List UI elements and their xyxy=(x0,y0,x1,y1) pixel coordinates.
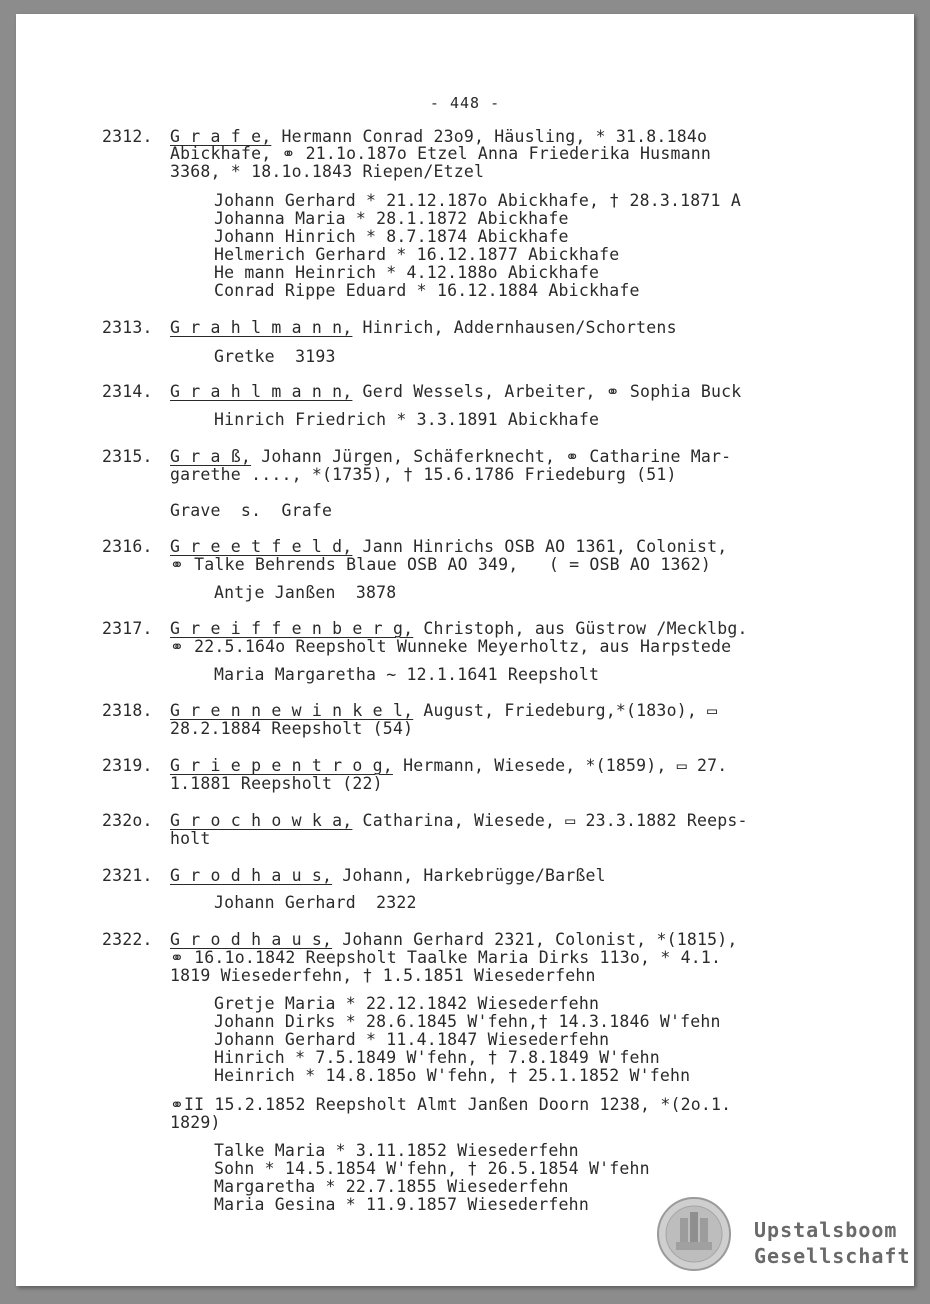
entry-heading-rest: Catharina, Wiesede, ▭ 23.3.1882 Reeps- xyxy=(352,811,748,830)
surname: G r e n n e w i n k e l, xyxy=(170,701,414,720)
child-line: Hinrich * 7.5.1849 W'fehn, † 7.8.1849 W'fehn xyxy=(214,1048,660,1067)
entry-heading xyxy=(170,620,748,638)
page-number: - 448 - xyxy=(429,94,501,112)
surname: G r a f e, xyxy=(170,127,272,146)
entry-line: ⚭II 15.2.1852 Reepsholt Almt Janßen Doorn 1238, *(2o.1. xyxy=(170,1095,732,1114)
entry-heading-rest: Christoph, aus Güstrow /Mecklbg. xyxy=(413,619,748,638)
entry-heading xyxy=(170,319,677,337)
entry-heading-rest: Johann, Harkebrügge/Barßel xyxy=(332,866,606,885)
entry-heading xyxy=(170,931,738,949)
entry-number: 2319. xyxy=(102,756,153,775)
entry-number: 2318. xyxy=(102,701,153,720)
child-line: Antje Janßen 3878 xyxy=(214,583,397,602)
seal-icon xyxy=(656,1196,732,1272)
entry-line: ⚭ 22.5.164o Reepsholt Wunneke Meyerholtz, aus Harpstede xyxy=(170,637,732,656)
entry-line: 1.1881 Reepsholt (22) xyxy=(170,774,383,793)
entry-line: holt xyxy=(170,829,211,848)
watermark-line2: Gesellschaft xyxy=(754,1244,911,1268)
entry-line: ⚭ 16.1o.1842 Reepsholt Taalke Maria Dirks 113o, * 4.1. xyxy=(170,948,722,967)
entry-heading-rest: Jann Hinrichs OSB AO 1361, Colonist, xyxy=(352,537,728,556)
surname: G r o d h a u s, xyxy=(170,930,333,949)
child-line: Johann Gerhard * 11.4.1847 Wiesederfehn xyxy=(214,1030,610,1049)
entry-line: garethe ...., *(1735), † 15.6.1786 Friedeburg (51) xyxy=(170,465,677,484)
surname: G r o d h a u s, xyxy=(170,866,333,885)
child-line: Johanna Maria * 28.1.1872 Abickhafe xyxy=(214,209,569,228)
entry-heading xyxy=(170,867,606,885)
child-line: Talke Maria * 3.11.1852 Wiesederfehn xyxy=(214,1141,579,1160)
child-line: Johann Dirks * 28.6.1845 W'fehn,† 14.3.1846 W'fehn xyxy=(214,1012,721,1031)
entry-heading xyxy=(170,812,748,830)
entry-number: 2317. xyxy=(102,619,153,638)
child-line: Hinrich Friedrich * 3.3.1891 Abickhafe xyxy=(214,410,600,429)
entry-heading xyxy=(170,757,727,775)
surname: G r i e p e n t r o g, xyxy=(170,756,393,775)
surname: G r e e t f e l d, xyxy=(170,537,353,556)
child-line: Margaretha * 22.7.1855 Wiesederfehn xyxy=(214,1177,569,1196)
entry-line: 1819 Wiesederfehn, † 1.5.1851 Wiesederfehn xyxy=(170,966,596,985)
document-page xyxy=(16,14,914,1286)
entry-number: 2315. xyxy=(102,447,153,466)
child-line: Heinrich * 14.8.185o W'fehn, † 25.1.1852 W'fehn xyxy=(214,1066,691,1085)
child-line: Gretke 3193 xyxy=(214,347,336,366)
entry-number: 2312. xyxy=(102,127,153,146)
cross-reference: Grave s. Grafe xyxy=(170,501,333,520)
entry-heading-rest: Hermann Conrad 23o9, Häusling, * 31.8.184o xyxy=(271,127,708,146)
surname: G r e i f f e n b e r g, xyxy=(170,619,414,638)
child-line: Conrad Rippe Eduard * 16.12.1884 Abickhafe xyxy=(214,281,640,300)
entry-line: Abickhafe, ⚭ 21.1o.187o Etzel Anna Friederika Husmann xyxy=(170,144,711,163)
child-line: Maria Gesina * 11.9.1857 Wiesederfehn xyxy=(214,1195,589,1214)
entry-heading-rest: Hinrich, Addernhausen/Schortens xyxy=(352,318,677,337)
surname: G r a h l m a n n, xyxy=(170,382,353,401)
entry-heading xyxy=(170,538,727,556)
entry-heading-rest: Johann Gerhard 2321, Colonist, *(1815), xyxy=(332,930,738,949)
surname: G r o c h o w k a, xyxy=(170,811,353,830)
child-line: Sohn * 14.5.1854 W'fehn, † 26.5.1854 W'fehn xyxy=(214,1159,650,1178)
entry-heading xyxy=(170,702,717,720)
entry-heading-rest: Hermann, Wiesede, *(1859), ▭ 27. xyxy=(392,756,728,775)
surname: G r a h l m a n n, xyxy=(170,318,353,337)
entry-line: ⚭ Talke Behrends Blaue OSB AO 349, ( = OSB AO 1362) xyxy=(170,555,711,574)
entry-heading-rest: Johann Jürgen, Schäferknecht, ⚭ Catharine Mar- xyxy=(251,447,732,466)
child-line: Gretje Maria * 22.12.1842 Wiesederfehn xyxy=(214,994,600,1013)
child-line: He mann Heinrich * 4.12.188o Abickhafe xyxy=(214,263,600,282)
entry-number: 2316. xyxy=(102,537,153,556)
entry-line: 3368, * 18.1o.1843 Riepen/Etzel xyxy=(170,162,485,181)
child-line: Johann Gerhard 2322 xyxy=(214,893,417,912)
entry-heading-rest: Gerd Wessels, Arbeiter, ⚭ Sophia Buck xyxy=(352,382,742,401)
watermark-line1: Upstalsboom xyxy=(754,1218,898,1242)
entry-line: 28.2.1884 Reepsholt (54) xyxy=(170,719,414,738)
child-line: Johann Hinrich * 8.7.1874 Abickhafe xyxy=(214,227,569,246)
entry-number: 232o. xyxy=(102,811,153,830)
child-line: Johann Gerhard * 21.12.187o Abickhafe, † 28.3.1871 A xyxy=(214,191,741,210)
entry-number: 2321. xyxy=(102,866,153,885)
entry-number: 2313. xyxy=(102,318,153,337)
surname: G r a ß, xyxy=(170,447,252,466)
child-line: Helmerich Gerhard * 16.12.1877 Abickhafe xyxy=(214,245,620,264)
entry-number: 2314. xyxy=(102,382,153,401)
entry-heading xyxy=(170,448,731,466)
entry-number: 2322. xyxy=(102,930,153,949)
entry-heading-rest: August, Friedeburg,*(183o), ▭ xyxy=(413,701,718,720)
entry-line: 1829) xyxy=(170,1113,221,1132)
entry-heading xyxy=(170,383,741,401)
child-line: Maria Margaretha ~ 12.1.1641 Reepsholt xyxy=(214,665,600,684)
